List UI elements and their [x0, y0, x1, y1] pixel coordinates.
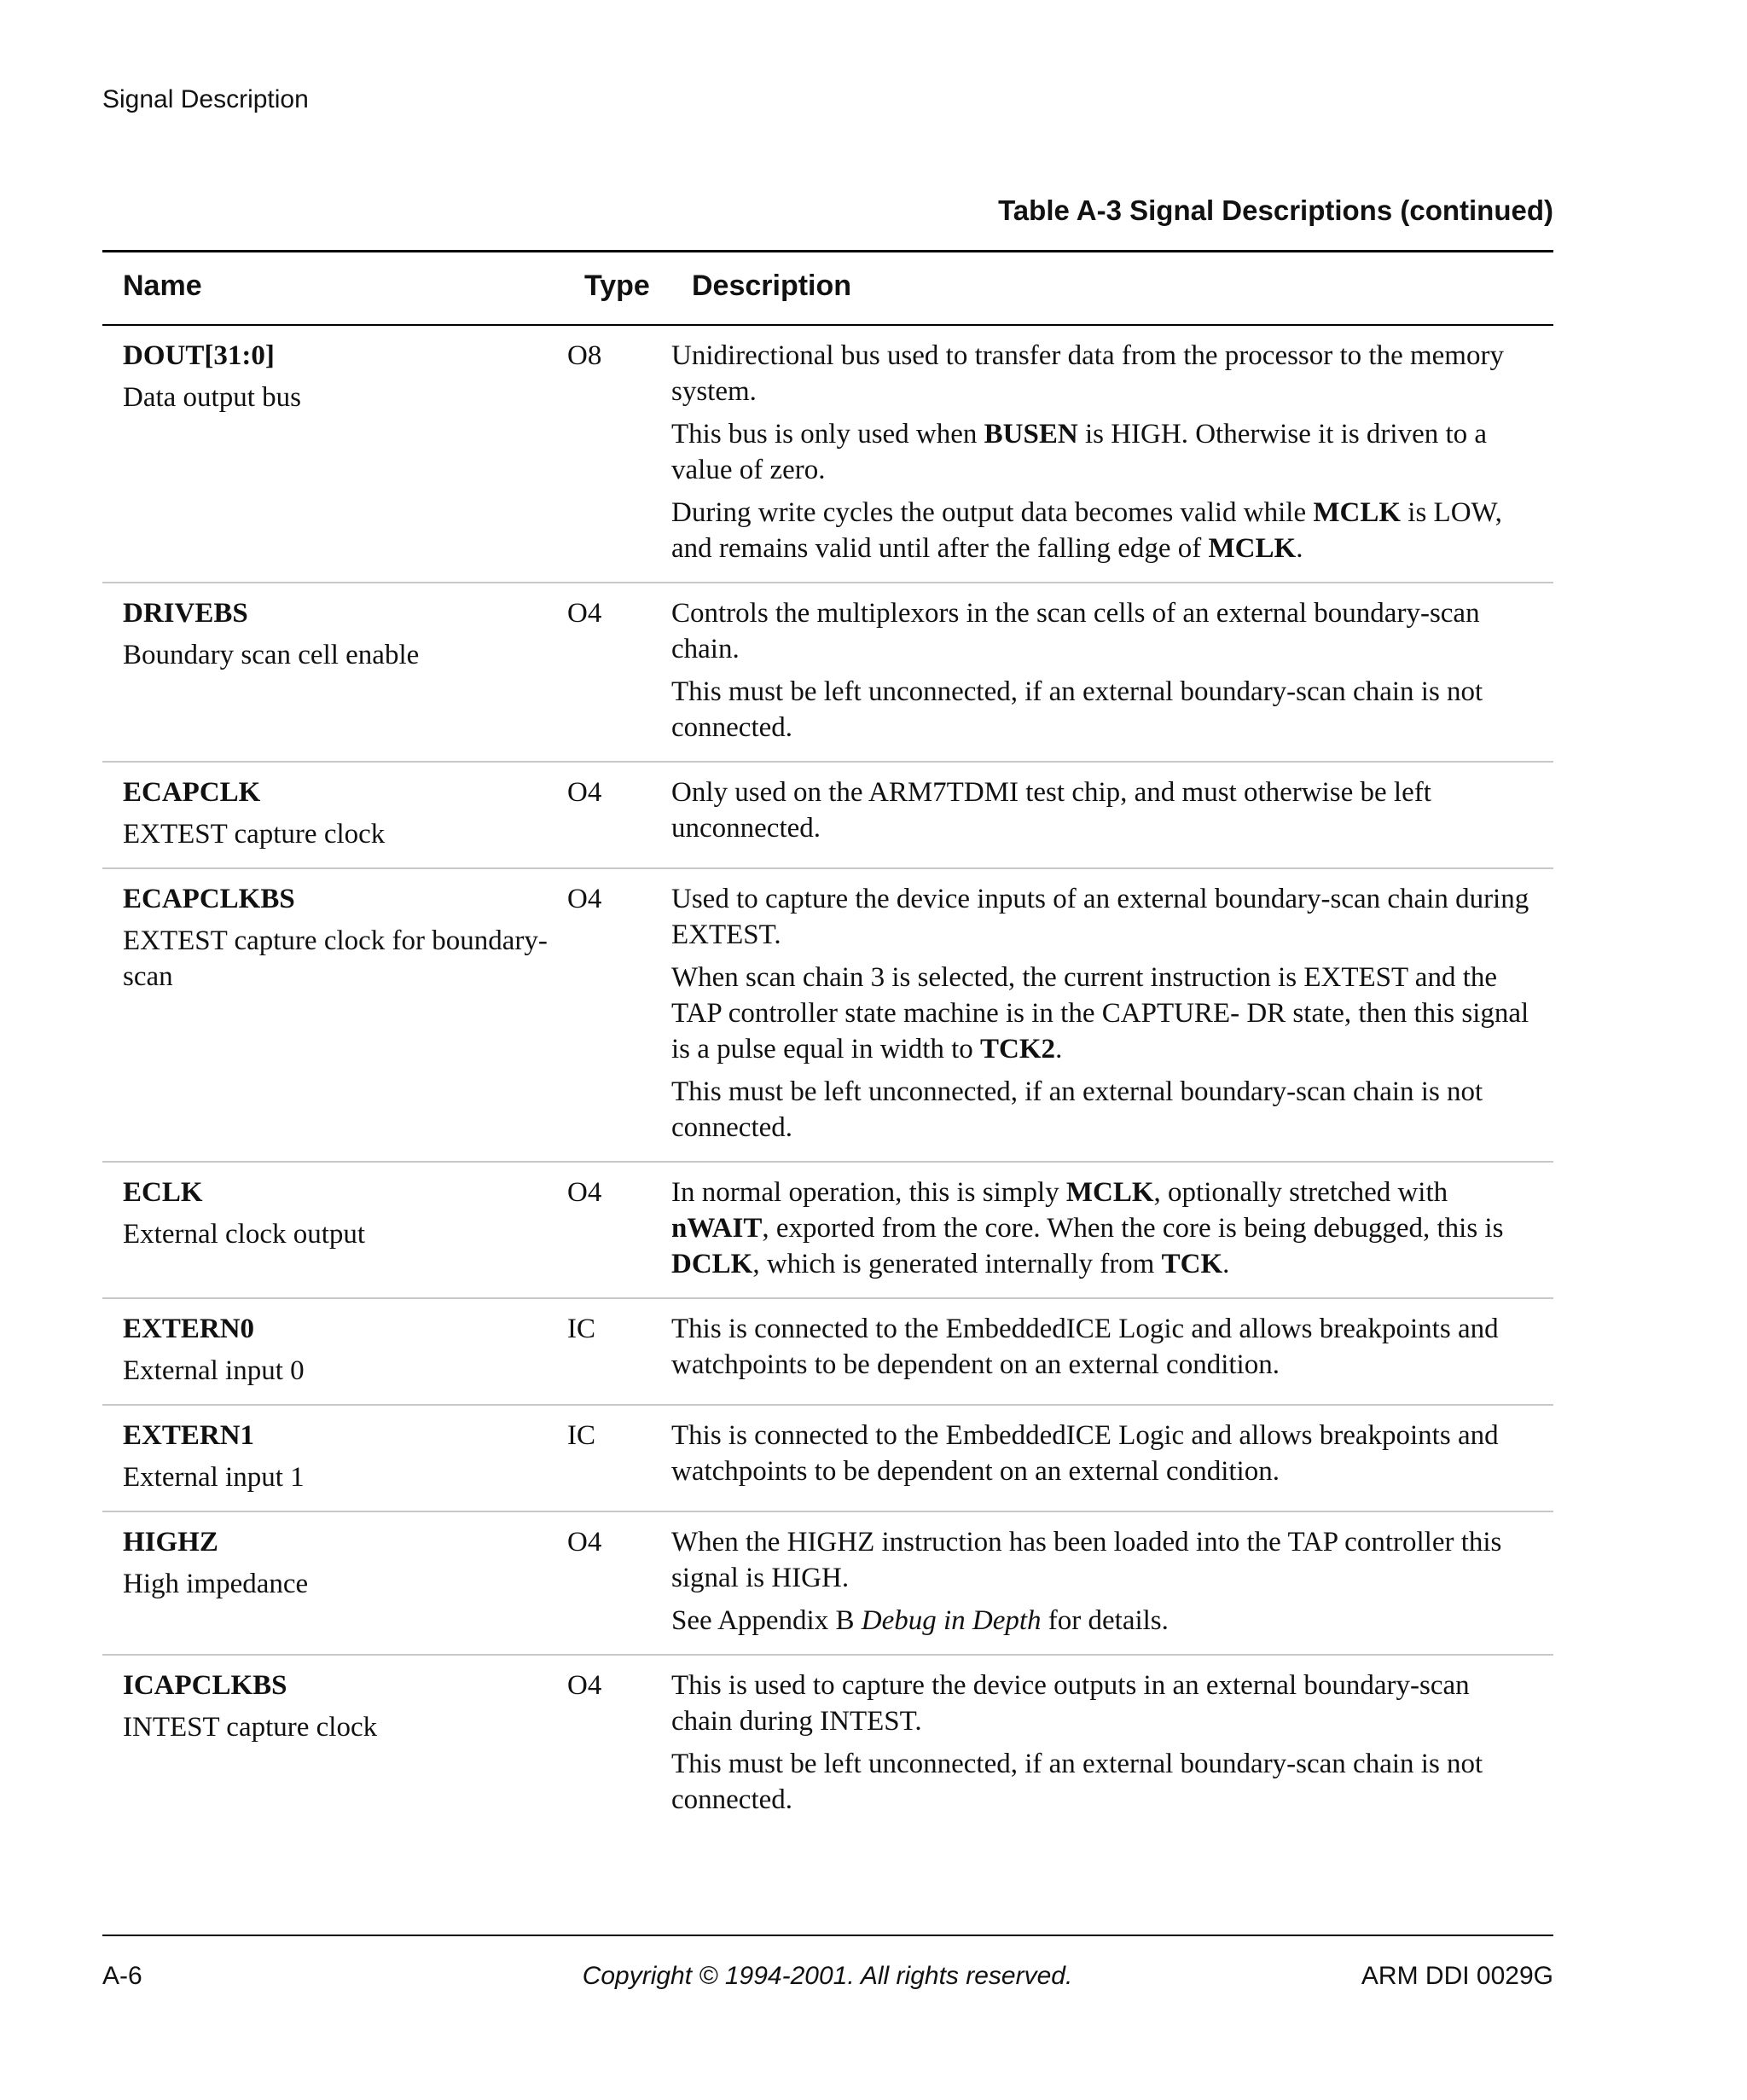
description-text: When the HIGHZ instruction has been loaded into the TAP controller this signal is HIGH.	[671, 1527, 1502, 1593]
description-paragraph	[671, 416, 1533, 488]
signal-description-cell	[671, 338, 1541, 566]
signal-reference: TCK	[1161, 1249, 1223, 1279]
description-text: Controls the multiplexors in the scan cells of an external boundary-scan chain.	[671, 598, 1480, 664]
signal-name-cell	[102, 881, 564, 1146]
description-text: , which is generated internally from	[752, 1249, 1162, 1279]
description-text: This must be left unconnected, if an external boundary-scan chain is not connected.	[671, 1749, 1483, 1815]
signal-long-name: INTEST capture clock	[123, 1712, 378, 1743]
document-id: ARM DDI 0029G	[1361, 1962, 1553, 1990]
description-paragraph	[671, 1311, 1533, 1383]
table-row	[102, 1299, 1553, 1406]
description-text: for details.	[1041, 1605, 1169, 1636]
description-paragraph	[671, 1175, 1533, 1282]
description-text: This bus is only used when	[671, 419, 984, 450]
signal-name: DOUT[31:0]	[123, 340, 275, 371]
description-text: Unidirectional bus used to transfer data from the processor to the memory system.	[671, 340, 1504, 407]
signal-name-cell	[102, 1524, 564, 1639]
page-number: A-6	[102, 1962, 142, 1990]
description-text: See Appendix B	[671, 1605, 862, 1636]
description-text: is LOW, and remains valid until after the falling edge of	[671, 497, 1502, 564]
description-text: Used to capture the device inputs of an external boundary-scan chain during EXTEST.	[671, 884, 1529, 950]
signal-type-cell	[564, 1524, 671, 1639]
column-header-description: Description	[692, 270, 852, 302]
signal-type-cell	[564, 338, 671, 566]
signal-reference: nWAIT	[671, 1213, 763, 1244]
signal-description-cell	[671, 881, 1541, 1146]
description-paragraph	[671, 1524, 1533, 1596]
signal-long-name: Data output bus	[123, 382, 301, 413]
description-text: This is connected to the EmbeddedICE Logic and allows breakpoints and watchpoints to be dependent on an external condition.	[671, 1314, 1499, 1380]
signal-type: O4	[567, 598, 602, 629]
signal-type: IC	[567, 1314, 595, 1344]
signal-name-cell	[102, 1311, 564, 1389]
description-text: .	[1222, 1249, 1230, 1279]
description-paragraph	[671, 495, 1533, 566]
signal-description-cell	[671, 1311, 1541, 1389]
signal-long-name: External clock output	[123, 1219, 366, 1250]
table-row	[102, 1656, 1553, 1833]
signal-reference: BUSEN	[984, 419, 1078, 450]
table-row	[102, 1163, 1553, 1299]
column-header-type: Type	[584, 270, 650, 302]
signal-name: EXTERN0	[123, 1314, 255, 1344]
signal-type: O4	[567, 777, 602, 808]
description-text: .	[1055, 1034, 1063, 1065]
signal-reference: DCLK	[671, 1249, 753, 1279]
description-text: This must be left unconnected, if an external boundary-scan chain is not connected.	[671, 1076, 1483, 1143]
table-row	[102, 1406, 1553, 1512]
signal-long-name: Boundary scan cell enable	[123, 640, 420, 670]
description-paragraph	[671, 774, 1533, 846]
description-text: During write cycles the output data becomes valid while	[671, 497, 1314, 528]
table-row	[102, 763, 1553, 869]
signal-type: IC	[567, 1420, 595, 1451]
signal-type-cell	[564, 1175, 671, 1282]
signal-table-body	[102, 326, 1553, 1833]
description-paragraph	[671, 674, 1533, 745]
signal-type: O4	[567, 1670, 602, 1701]
signal-description-cell	[671, 774, 1541, 852]
description-text: This is used to capture the device outputs in an external boundary-scan chain during INTEST.	[671, 1670, 1470, 1737]
description-paragraph	[671, 338, 1533, 409]
copyright-notice: Copyright © 1994-2001. All rights reserved.	[582, 1962, 1073, 1990]
description-text: When scan chain 3 is selected, the current instruction is EXTEST and the TAP controller state machine is in the CAPTURE- DR state, then this signal is a pulse equal in width to	[671, 962, 1529, 1065]
description-text: This is connected to the EmbeddedICE Logic and allows breakpoints and watchpoints to be dependent on an external condition.	[671, 1420, 1499, 1487]
signal-name-cell	[102, 595, 564, 745]
signal-reference: MCLK	[1313, 497, 1402, 528]
signal-reference: TCK2	[980, 1034, 1056, 1065]
signal-type-cell	[564, 774, 671, 852]
footer-rule	[102, 1935, 1553, 1936]
running-head: Signal Description	[102, 85, 309, 113]
signal-name: ECLK	[123, 1177, 203, 1208]
signal-name: ICAPCLKBS	[123, 1670, 287, 1701]
signal-reference: MCLK	[1208, 533, 1297, 564]
description-text: In normal operation, this is simply	[671, 1177, 1066, 1208]
description-text: Only used on the ARM7TDMI test chip, and must otherwise be left unconnected.	[671, 777, 1431, 844]
signal-name-cell	[102, 1668, 564, 1818]
signal-description-cell	[671, 1668, 1541, 1818]
signal-long-name: EXTEST capture clock for boundary-scan	[123, 925, 548, 992]
description-paragraph	[671, 1418, 1533, 1489]
signal-name-cell	[102, 774, 564, 852]
description-paragraph	[671, 1746, 1533, 1818]
description-paragraph	[671, 960, 1533, 1067]
signal-name-cell	[102, 338, 564, 566]
signal-name: HIGHZ	[123, 1527, 218, 1558]
signal-description-cell	[671, 595, 1541, 745]
signal-name-cell	[102, 1418, 564, 1495]
signal-reference: MCLK	[1065, 1177, 1154, 1208]
table-row	[102, 1512, 1553, 1656]
signal-type-cell	[564, 595, 671, 745]
signal-type-cell	[564, 1311, 671, 1389]
table-caption: Table A-3 Signal Descriptions (continued)	[998, 194, 1553, 226]
description-paragraph	[671, 595, 1533, 667]
signal-type: O8	[567, 340, 602, 371]
signal-long-name: External input 0	[123, 1355, 305, 1386]
description-paragraph	[671, 881, 1533, 953]
description-text: , exported from the core. When the core is being debugged, this is	[762, 1213, 1504, 1244]
signal-long-name: High impedance	[123, 1569, 309, 1599]
signal-type: O4	[567, 884, 602, 914]
table-row	[102, 869, 1553, 1163]
description-text: is HIGH. Otherwise it is driven to a value of zero.	[671, 419, 1488, 485]
signal-name: EXTERN1	[123, 1420, 255, 1451]
signal-name-cell	[102, 1175, 564, 1282]
table-row	[102, 326, 1553, 583]
description-text: , optionally stretched with	[1153, 1177, 1448, 1208]
signal-name: DRIVEBS	[123, 598, 248, 629]
signal-long-name: EXTEST capture clock	[123, 819, 386, 850]
signal-name: ECAPCLK	[123, 777, 261, 808]
signal-description-cell	[671, 1524, 1541, 1639]
signal-type: O4	[567, 1177, 602, 1208]
signal-description-cell	[671, 1418, 1541, 1495]
table-row	[102, 583, 1553, 763]
signal-type-cell	[564, 1418, 671, 1495]
cross-reference-title: Debug in Depth	[861, 1605, 1042, 1636]
description-text: This must be left unconnected, if an external boundary-scan chain is not connected.	[671, 676, 1483, 743]
signal-long-name: External input 1	[123, 1462, 305, 1493]
signal-description-cell	[671, 1175, 1541, 1282]
description-paragraph	[671, 1668, 1533, 1739]
signal-type-cell	[564, 881, 671, 1146]
signal-type: O4	[567, 1527, 602, 1558]
signal-type-cell	[564, 1668, 671, 1818]
description-paragraph	[671, 1074, 1533, 1146]
description-paragraph	[671, 1603, 1533, 1639]
table-top-rule	[102, 250, 1553, 252]
signal-name: ECAPCLKBS	[123, 884, 295, 914]
description-text: .	[1296, 533, 1303, 564]
column-header-name: Name	[123, 270, 202, 302]
